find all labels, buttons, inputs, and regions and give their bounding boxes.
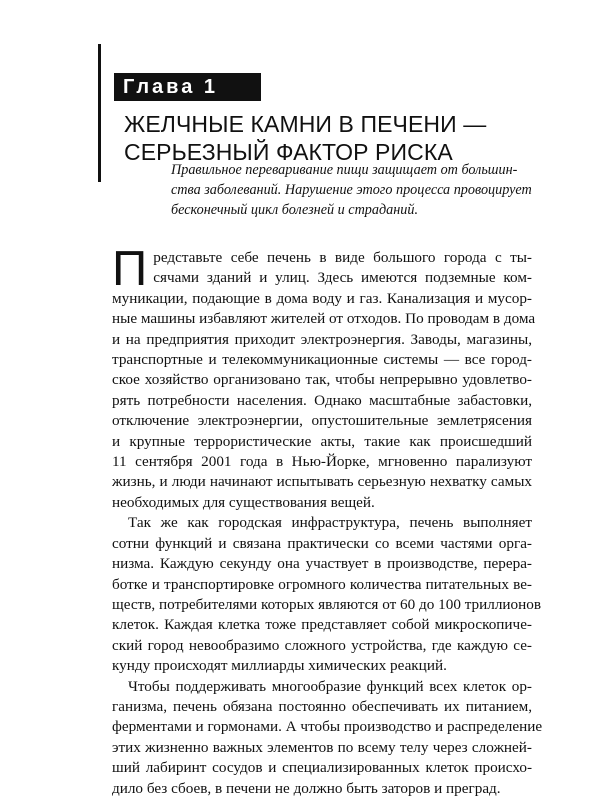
text-line: Чтобы поддерживать многообразие функций всех клеток ор- bbox=[128, 677, 532, 695]
text-line: ферментами и гормонами. А чтобы производство и распределение bbox=[112, 718, 543, 736]
chapter-title bbox=[124, 110, 487, 166]
text-line: необходимых для существования вещей. bbox=[112, 493, 375, 511]
text-line: и на предприятия приходит электроэнергия. Заводы, магазины, bbox=[112, 330, 532, 348]
chapter-label: Глава 1 bbox=[114, 73, 261, 101]
paragraph-2 bbox=[112, 513, 542, 676]
text-line: транспортные и телекоммуникационные системы — все город- bbox=[112, 351, 532, 369]
epigraph-line: бесконечный цикл болезней и страданий. bbox=[171, 202, 419, 218]
chapter-title-line: ЖЕЛЧНЫЕ КАМНИ В ПЕЧЕНИ — bbox=[124, 111, 487, 137]
text-line: отключение электроэнергии, опустошительные землетрясения bbox=[112, 412, 532, 430]
text-line: ные машины избавляют жителей от отходов. По проводам в дома bbox=[112, 310, 536, 328]
text-line: муникации, подающие в дома воду и газ. Канализация и мусор- bbox=[112, 289, 532, 307]
epigraph bbox=[171, 160, 531, 220]
text-line: ботке и транспортировке огромного количества питательных ве- bbox=[112, 575, 532, 593]
text-line: сотни функций и связана практически со всеми частями орга- bbox=[112, 534, 532, 552]
text-line: редставьте себе печень в виде большого города с ты- bbox=[153, 249, 532, 266]
text-line: ществ, потребителями которых являются от 60 до 100 триллионов bbox=[112, 595, 542, 613]
epigraph-line: ства заболеваний. Нарушение этого процесса провоцирует bbox=[171, 182, 532, 198]
epigraph-line: Правильное переваривание пищи защищает от большин- bbox=[171, 162, 518, 178]
chapter-vertical-rule bbox=[98, 44, 101, 182]
text-line: 11 сентября 2001 года в Нью-Йорке, мгновенно парализуют bbox=[112, 453, 532, 471]
text-line: жизнь, и люди начинают испытывать серьезную нехватку самых bbox=[112, 473, 532, 491]
text-line: низма. Каждую секунду она участвует в производстве, перера- bbox=[112, 555, 532, 573]
text-line: этих жизненно важных элементов по всему телу через сложней- bbox=[112, 738, 532, 756]
body-text bbox=[112, 242, 543, 799]
text-line: ший лабиринт сосудов и специализированных клеток происхо- bbox=[112, 759, 532, 777]
text-line: и крупные террористические акты, такие как происшедший bbox=[112, 432, 532, 450]
text-line: сячами зданий и улиц. Здесь имеются подземные ком- bbox=[153, 269, 532, 287]
chapter-title-line: СЕРЬЕЗНЫЙ ФАКТОР РИСКА bbox=[124, 139, 453, 165]
text-line: ский город невообразимо сложного устройства, где каждую се- bbox=[112, 636, 532, 654]
text-line: Так же как городская инфраструктура, печень выполняет bbox=[128, 514, 532, 532]
text-line: клеток. Каждая клетка тоже представляет собой микроскопиче- bbox=[112, 616, 532, 634]
paragraph-3 bbox=[112, 677, 543, 799]
text-line: рять потребности населения. Однако масштабные забастовки, bbox=[112, 391, 532, 409]
text-line: кунду происходят миллиарды химических реакций. bbox=[112, 657, 447, 675]
text-line: дило без сбоев, в печени не должно быть заторов и преград. bbox=[112, 779, 501, 797]
paragraph-1 bbox=[112, 242, 536, 513]
text-line: ганизма, печень обязана постоянно обеспечивать их питанием, bbox=[112, 697, 532, 715]
text-line: ское хозяйство организовано так, чтобы непрерывно удовлетво- bbox=[112, 371, 532, 389]
drop-cap: П bbox=[112, 242, 148, 296]
